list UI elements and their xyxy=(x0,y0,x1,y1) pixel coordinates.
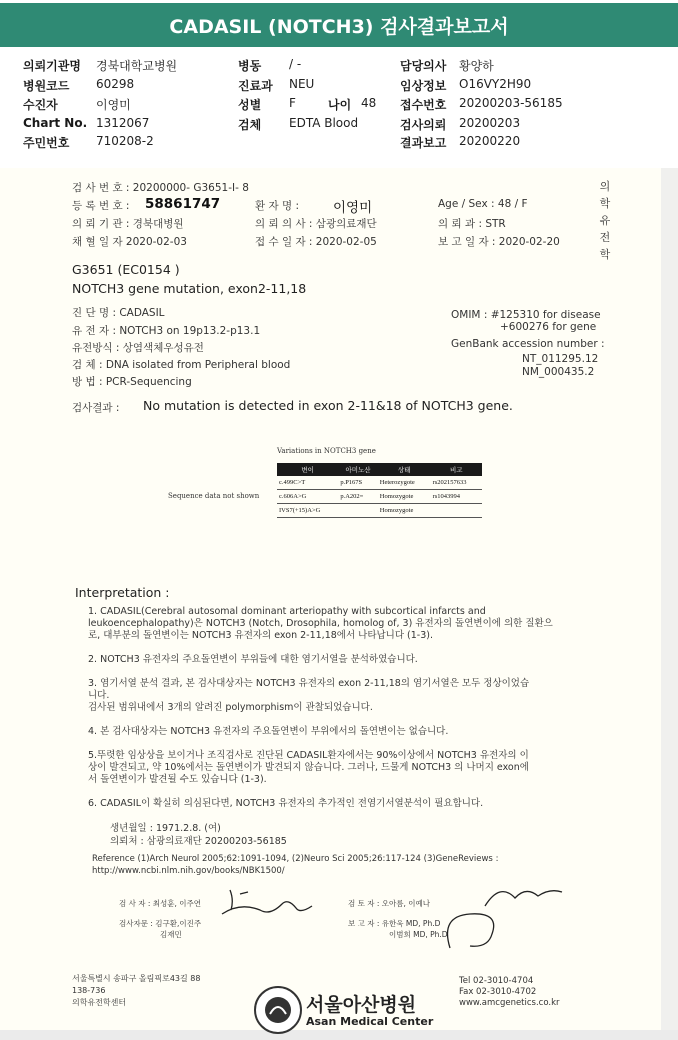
interp-line: 3. 염기서열 분석 결과, 본 검사대상자는 NOTCH3 유전자의 exon 2-11,18의 염기서열은 모두 정상이었습 xyxy=(88,678,530,689)
cell: Homozygote xyxy=(378,504,431,518)
table-row xyxy=(277,490,482,504)
table-row xyxy=(277,476,482,490)
reviewer: 검 토 자 : 오아름, 이예나 xyxy=(348,899,431,908)
fax: Fax 02-3010-4702 xyxy=(459,987,537,997)
collect-date: 채 혈 일 자 2020-02-03 xyxy=(72,236,187,248)
cell: c.606A>G xyxy=(277,490,338,504)
receipt-label: 접수번호 xyxy=(400,98,447,112)
req-dept: 의 뢰 과 : STR xyxy=(438,218,506,230)
col-aminoacid: 아미노산 xyxy=(338,463,377,476)
patient-name-value: 이영미 xyxy=(333,200,373,216)
specimen: 검 체 : DNA isolated from Peripheral blood xyxy=(72,359,291,371)
variations-title: Variations in NOTCH3 gene xyxy=(277,447,376,455)
genbank-nt: NT_011295.12 xyxy=(522,353,599,365)
hospital-code-value: 60298 xyxy=(96,77,135,91)
report-value: 20200220 xyxy=(459,134,521,148)
sex-value: F xyxy=(289,96,296,110)
asan-foundation-logo xyxy=(254,986,302,1034)
cell: rs202157633 xyxy=(431,476,482,490)
specimen-value: EDTA Blood xyxy=(289,116,359,130)
hospital-code-label: 병원코드 xyxy=(23,79,70,93)
institution-value: 경북대학교병원 xyxy=(96,59,178,73)
sex-label: 성별 xyxy=(238,98,262,112)
patient-value: 이영미 xyxy=(96,98,131,112)
hospital-name-en: Asan Medical Center xyxy=(306,1015,434,1028)
interp-line: 서 돌연변이가 발견될 수도 있습니다 (1-3). xyxy=(88,774,267,785)
patient-label: 수진자 xyxy=(23,98,58,112)
genbank-label: GenBank accession number : xyxy=(451,338,605,350)
dept-value: NEU xyxy=(289,77,315,91)
receive-date: 접 수 일 자 : 2020-02-05 xyxy=(255,236,377,248)
reg-no-label: 등 록 번 호 : xyxy=(72,200,130,212)
side-dept-text: 의학유전학 xyxy=(599,180,611,261)
result-value: No mutation is detected in exon 2-11&18 of NOTCH3 gene. xyxy=(143,398,513,413)
cell: c.499C>T xyxy=(277,476,338,490)
reference: Reference (1)Arch Neurol 2005;62:1091-1094, (2)Neuro Sci 2005;26:117-124 (3)GeneReviews : xyxy=(92,854,499,864)
report-date: 보 고 일 자 : 2020-02-20 xyxy=(438,236,560,248)
institution-label: 의뢰기관명 xyxy=(23,59,81,73)
examiner-signature xyxy=(200,880,320,930)
method: 방 법 : PCR-Sequencing xyxy=(72,376,192,388)
cell: IVS7(+15)A>G xyxy=(277,504,338,518)
omim-gene: +600276 for gene xyxy=(500,321,597,333)
address-line-2: 138-736 xyxy=(72,986,106,995)
specimen-label: 검체 xyxy=(238,118,262,132)
doctor-label: 담당의사 xyxy=(400,59,447,73)
cell: p.P167S xyxy=(338,476,377,490)
requester: 의뢰처 : 삼광의료재단 20200203-56185 xyxy=(110,836,287,847)
cell: Heterozygote xyxy=(378,476,431,490)
gene: 유 전 자 : NOTCH3 on 19p13.2-p13.1 xyxy=(72,325,261,337)
variations-table xyxy=(277,463,482,518)
genbank-nm: NM_000435.2 xyxy=(522,366,595,378)
clinical-value: O16VY2H90 xyxy=(459,77,532,91)
report-label: 결과보고 xyxy=(400,136,447,150)
age-label: 나이 xyxy=(328,98,352,112)
tel: Tel 02-3010-4704 xyxy=(459,976,534,986)
req-doctor: 의 뢰 의 사 : 삼광의료재단 xyxy=(255,218,377,230)
patient-name-label: 환 자 명 : xyxy=(255,200,299,212)
table-row xyxy=(277,504,482,518)
col-variant: 변이 xyxy=(277,463,338,476)
interp-line: leukoencephalopathy)은 NOTCH3 (Notch, Drosophila, homolog of, 3) 유전자의 돌연변이에 의한 질환으 xyxy=(88,618,553,629)
reg-no-value: 58861747 xyxy=(145,196,221,212)
interp-line: 상이 발견되고, 약 10%에서는 돌연변이가 발견되지 않습니다. 그러나, 드물게 NOTCH3 의 나머지 exon에 xyxy=(88,762,529,773)
interp-line: 6. CADASIL이 확실히 의심된다면, NOTCH3 유전자의 추가적인 전염기서열분석이 필요합니다. xyxy=(88,798,484,809)
interp-line: 2. NOTCH3 유전자의 주요돌연변이 부위들에 대한 염기서열을 분석하였습니다. xyxy=(88,654,418,665)
clinical-label: 임상정보 xyxy=(400,79,447,93)
sequence-note: Sequence data not shown xyxy=(168,492,260,500)
col-note: 비고 xyxy=(431,463,482,476)
reporter-2: 이범희 MD, Ph.D xyxy=(389,930,448,939)
cell xyxy=(338,504,377,518)
inheritance: 유전방식 : 상염색체우성유전 xyxy=(72,342,204,354)
result-label: 검사결과 : xyxy=(72,402,120,414)
doctor-value: 황양하 xyxy=(459,59,494,73)
col-status: 상태 xyxy=(378,463,431,476)
req-institution: 의 뢰 기 관 : 경북대병원 xyxy=(72,218,184,230)
interp-line: 로, 대부분의 돌연변이는 NOTCH3 유전자의 exon 2-11,18에서 나타납니다 (1-3). xyxy=(88,630,434,641)
chart-value: 1312067 xyxy=(96,116,150,130)
variations-header-row xyxy=(277,463,482,476)
address-line-3: 의학유전학센터 xyxy=(72,998,127,1007)
examiner: 검 사 자 : 최성훈, 이주연 xyxy=(119,899,202,908)
age-sex: Age / Sex : 48 / F xyxy=(438,198,528,210)
request-label: 검사의뢰 xyxy=(400,118,447,132)
reporter: 보 고 자 : 유한욱 MD, Ph.D xyxy=(348,919,441,928)
birth-date: 생년월일 : 1971.2.8. (여) xyxy=(110,823,221,834)
test-name: NOTCH3 gene mutation, exon2-11,18 xyxy=(72,281,307,296)
dept-label: 진료과 xyxy=(238,79,273,93)
report-title: CADASIL (NOTCH3) 검사결과보고서 xyxy=(0,3,678,47)
age-value: 48 xyxy=(361,96,377,110)
address-line-1: 서울특별시 송파구 올림픽로43길 88 xyxy=(72,974,201,983)
interp-line: 검사된 범위내에서 3개의 알려진 polymorphism이 관찰되었습니다. xyxy=(88,702,373,713)
receipt-value: 20200203-56185 xyxy=(459,96,563,110)
interp-line: 4. 본 검사대상자는 NOTCH3 유전자의 주요돌연변이 부위에서의 돌연변이는 없습니다. xyxy=(88,726,449,737)
interp-line: 니다. xyxy=(88,690,110,701)
website: www.amcgenetics.co.kr xyxy=(459,998,560,1008)
reference-url: http://www.ncbi.nlm.nih.gov/books/NBK1500/ xyxy=(92,866,285,876)
test-code: G3651 (EC0154 ) xyxy=(72,262,180,277)
diagnosis: 진 단 명 : CADASIL xyxy=(72,307,165,319)
cell: Homozygote xyxy=(378,490,431,504)
interp-line: 5.뚜렷한 임상상을 보이거나 조직검사로 진단된 CADASIL환자에서는 90%이상에서 NOTCH3 유전자의 이 xyxy=(88,750,529,761)
scan-margin xyxy=(661,168,678,1030)
test-number: 검 사 번 호 : 20200000- G3651-I- 8 xyxy=(72,182,249,194)
scan-bottom-margin xyxy=(0,1030,678,1040)
ward-value: / - xyxy=(289,57,302,71)
logo-emblem-icon xyxy=(256,988,300,1032)
cell: rs1043994 xyxy=(431,490,482,504)
request-value: 20200203 xyxy=(459,116,521,130)
chart-label: Chart No. xyxy=(23,116,88,130)
rrn-value: 710208-2 xyxy=(96,134,154,148)
examiner-advisor: 검사자문 : 김구환,이진주 xyxy=(119,919,202,928)
cell xyxy=(431,504,482,518)
interpretation-title: Interpretation : xyxy=(75,585,170,600)
omim-disease: OMIM : #125310 for disease xyxy=(451,309,601,321)
reviewer-signature xyxy=(430,876,570,956)
hospital-name-kr: 서울아산병원 xyxy=(306,994,417,1016)
rrn-label: 주민번호 xyxy=(23,136,70,150)
interp-line: 1. CADASIL(Cerebral autosomal dominant arteriopathy with subcortical infarcts and xyxy=(88,606,486,617)
ward-label: 병동 xyxy=(238,59,262,73)
examiner-advisor-2: 김재민 xyxy=(160,930,182,939)
cell: p.A202= xyxy=(338,490,377,504)
